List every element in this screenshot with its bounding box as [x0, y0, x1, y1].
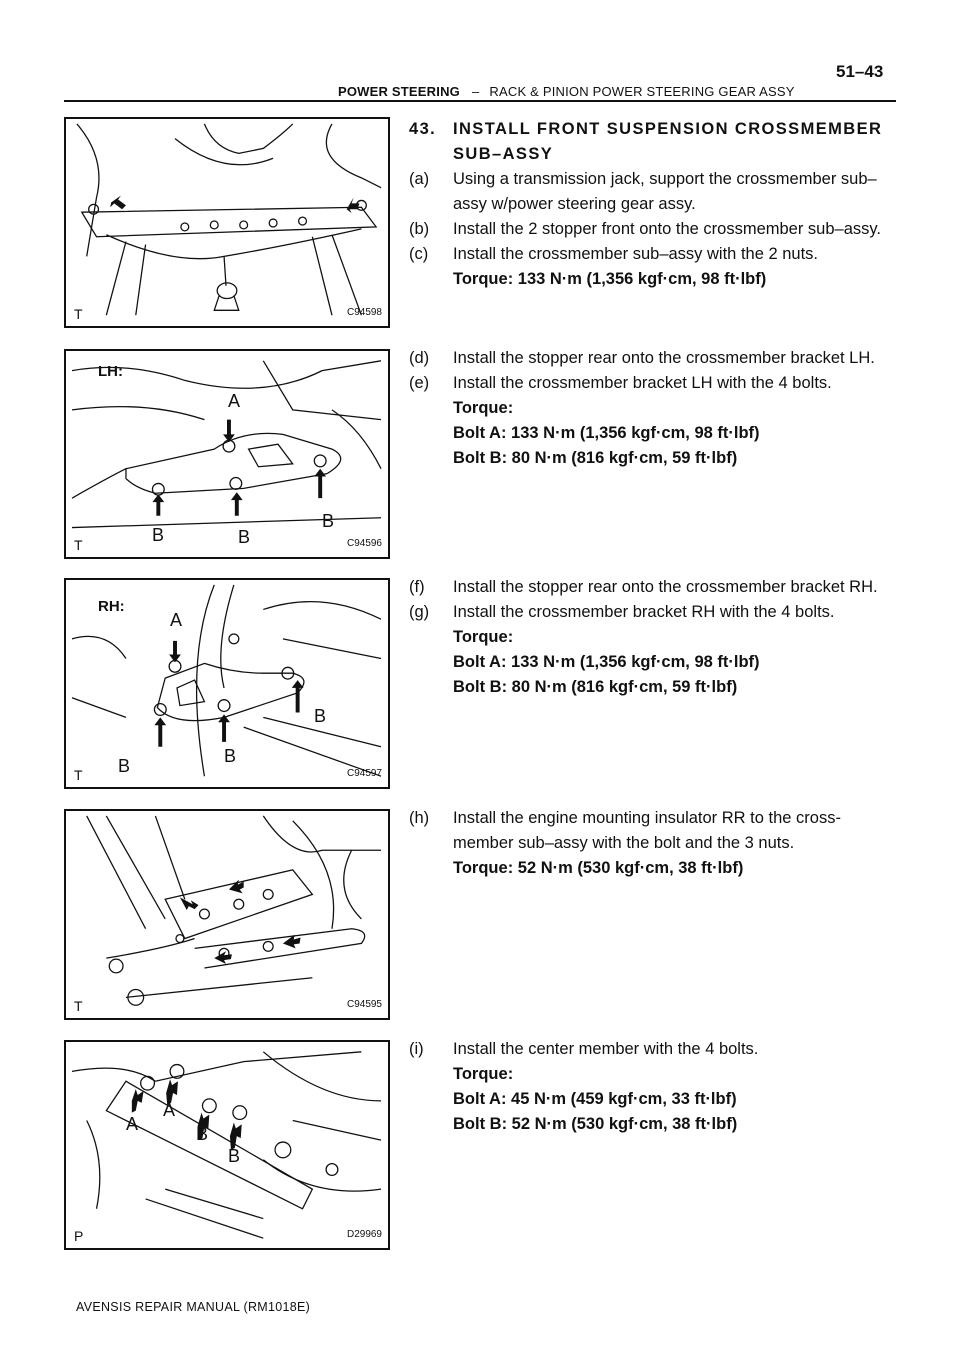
substep-h [409, 806, 896, 856]
instruction-block-fg [409, 575, 896, 700]
substep-f [409, 575, 896, 600]
torque-spec-a: Bolt A: 133 N·m (1,356 kgf·cm, 98 ft·lbf) [453, 424, 760, 442]
figure-bracket-lh [64, 349, 390, 559]
callout-a: A [126, 1114, 139, 1134]
substep-c [409, 242, 896, 267]
substep-text: Install the engine mounting insulator RR to the cross-member sub–assy with the bolt and the 3 nuts. [453, 809, 841, 852]
header-separator: – [471, 84, 480, 99]
figure-tag: T [74, 306, 83, 322]
figure-code: C94596 [346, 538, 382, 549]
torque-spec: Torque: 52 N·m (530 kgf·cm, 38 ft·lbf) [453, 859, 744, 877]
callout-b: B [314, 706, 327, 726]
callout-b: B [224, 746, 237, 766]
section-title: POWER STEERING [338, 84, 460, 99]
figure-tag: P [74, 1228, 84, 1244]
torque-label: Torque: [453, 628, 514, 646]
callout-a: A [163, 1100, 176, 1120]
figure-crossmember [64, 117, 390, 328]
substep-text: Install the stopper rear onto the crossmember bracket LH. [453, 349, 875, 367]
substep-text: Install the crossmember bracket LH with the 4 bolts. [453, 374, 832, 392]
instruction-block-43 [409, 117, 896, 292]
running-header [338, 84, 795, 99]
figure-bracket-rh [64, 578, 390, 789]
substep-g [409, 600, 896, 625]
center-member-illustration [66, 1042, 388, 1248]
substep-b [409, 217, 896, 242]
callout-b: B [238, 527, 251, 547]
callout-b: B [118, 756, 131, 776]
figure-code: D29969 [346, 1229, 382, 1240]
figure-code: C94598 [346, 307, 382, 318]
substep-i [409, 1037, 896, 1062]
substep-letter: (f) [409, 578, 425, 596]
page-number: 51–43 [836, 62, 884, 81]
crossmember-illustration [66, 119, 388, 326]
callout-a: A [228, 391, 241, 411]
figure-tag: T [74, 998, 83, 1014]
substep-text: Install the crossmember sub–assy with the 2 nuts. [453, 245, 818, 263]
substep-a [409, 167, 896, 217]
torque-spec-a: Bolt A: 133 N·m (1,356 kgf·cm, 98 ft·lbf) [453, 653, 760, 671]
torque-spec-b: Bolt B: 80 N·m (816 kgf·cm, 59 ft·lbf) [453, 449, 738, 467]
figure-tag: T [74, 767, 83, 783]
instruction-block-i [409, 1037, 896, 1137]
substep-d [409, 346, 896, 371]
subsection-title: RACK & PINION POWER STEERING GEAR ASSY [489, 84, 795, 99]
step-number: 43. [409, 120, 437, 138]
torque-spec-b: Bolt B: 80 N·m (816 kgf·cm, 59 ft·lbf) [453, 678, 738, 696]
substep-text: Install the 2 stopper front onto the crossmember sub–assy. [453, 220, 881, 238]
callout-b: B [152, 525, 165, 545]
substep-letter: (c) [409, 245, 429, 263]
side-label: LH: [98, 363, 123, 380]
torque-spec: Torque: 133 N·m (1,356 kgf·cm, 98 ft·lbf) [453, 270, 767, 288]
substep-letter: (b) [409, 220, 430, 238]
callout-b: B [228, 1146, 241, 1166]
substep-text: Using a transmission jack, support the crossmember sub–assy w/power steering gear assy. [453, 170, 877, 213]
substep-text: Install the crossmember bracket RH with the 4 bolts. [453, 603, 835, 621]
header-rule [64, 100, 896, 102]
bracket-lh-illustration [66, 351, 388, 557]
figure-center-member [64, 1040, 390, 1250]
step-title-line2: SUB–ASSY [453, 145, 554, 163]
substep-letter: (e) [409, 374, 430, 392]
callout-a: A [170, 610, 183, 630]
callout-b: B [322, 511, 335, 531]
substep-text: Install the center member with the 4 bolts. [453, 1040, 759, 1058]
side-label: RH: [98, 598, 125, 615]
substep-e [409, 371, 896, 396]
substep-text: Install the stopper rear onto the crossmember bracket RH. [453, 578, 878, 596]
instruction-block-h [409, 806, 896, 881]
substep-letter: (g) [409, 603, 430, 621]
substep-letter: (h) [409, 809, 430, 827]
figure-code: C94595 [346, 999, 382, 1010]
substep-letter: (d) [409, 349, 430, 367]
substep-letter: (i) [409, 1040, 424, 1058]
substep-letter: (a) [409, 170, 430, 188]
torque-spec-b: Bolt B: 52 N·m (530 kgf·cm, 38 ft·lbf) [453, 1115, 738, 1133]
step-heading [409, 117, 896, 167]
torque-label: Torque: [453, 1065, 514, 1083]
instruction-block-de [409, 346, 896, 471]
figure-code: C94597 [346, 768, 382, 779]
step-title-line1: INSTALL FRONT SUSPENSION CROSSMEMBER [453, 120, 883, 138]
figure-mounting-insulator [64, 809, 390, 1020]
manual-footer: AVENSIS REPAIR MANUAL (RM1018E) [76, 1300, 311, 1314]
torque-label: Torque: [453, 399, 514, 417]
torque-spec-a: Bolt A: 45 N·m (459 kgf·cm, 33 ft·lbf) [453, 1090, 737, 1108]
figure-tag: T [74, 537, 83, 553]
callout-b: B [196, 1124, 209, 1144]
mounting-insulator-illustration [66, 811, 388, 1018]
